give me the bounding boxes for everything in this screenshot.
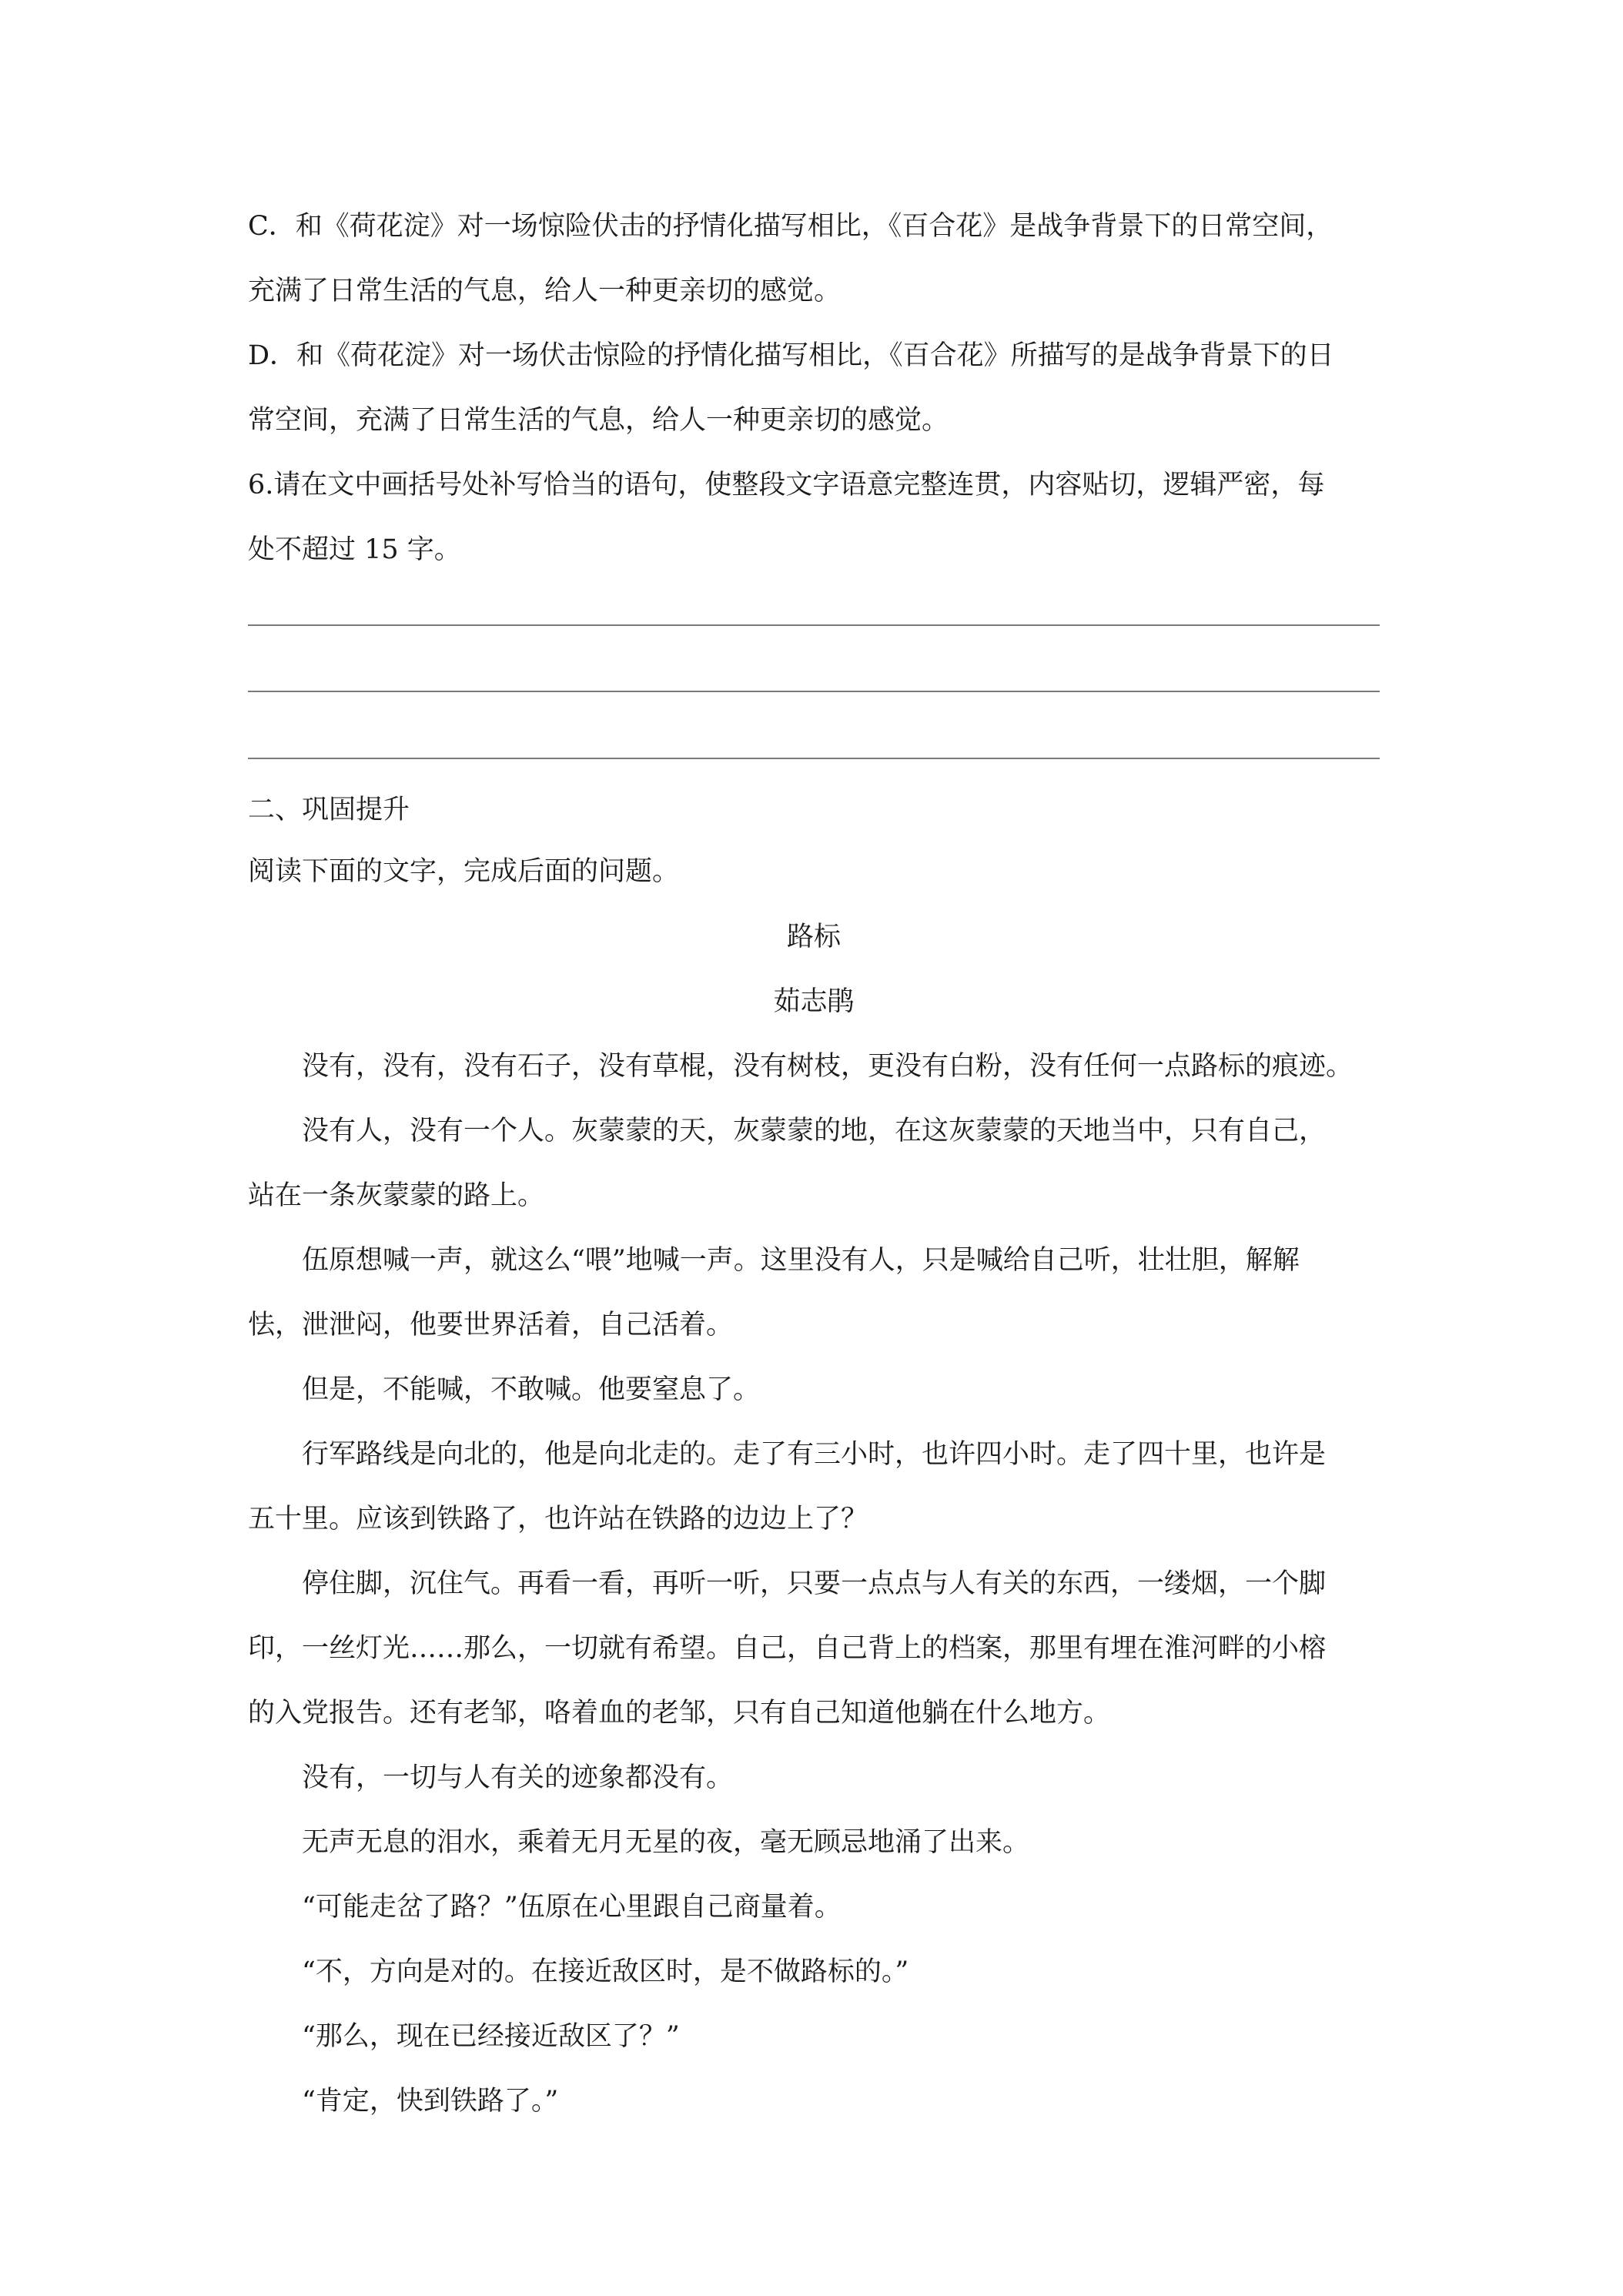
- paragraph-3-line-1: 伍原想喊一声，就这么“喂”地喊一声。这里没有人，只是喊给自己听，壮壮胆，解解: [302, 1245, 1300, 1276]
- question-6-line-2: 处不超过 15 字。: [248, 534, 461, 565]
- section-instruction: 阅读下面的文字，完成后面的问题。: [248, 856, 680, 887]
- paragraph-11: “那么，现在已经接近敌区了？”: [302, 2021, 680, 2052]
- option-c-line-2: 充满了日常生活的气息，给人一种更亲切的感觉。: [248, 276, 842, 306]
- paragraph-10: “不，方向是对的。在接近敌区时，是不做路标的。”: [302, 1956, 909, 1987]
- paragraph-3-line-2: 怯，泄泄闷，他要世界活着，自己活着。: [248, 1310, 734, 1340]
- paragraph-2-line-1: 没有人，没有一个人。灰蒙蒙的天，灰蒙蒙的地，在这灰蒙蒙的天地当中，只有自己，: [302, 1116, 1327, 1146]
- question-6-line-1: 6.请在文中画括号处补写恰当的语句，使整段文字语意完整连贯，内容贴切，逻辑严密，每: [248, 470, 1325, 500]
- option-d-line-2: 常空间，充满了日常生活的气息，给人一种更亲切的感觉。: [248, 405, 949, 436]
- paragraph-6-line-1: 停住脚，沉住气。再看一看，再听一听，只要一点点与人有关的东西，一缕烟，一个脚: [302, 1568, 1327, 1599]
- paragraph-9: “可能走岔了路？”伍原在心里跟自己商量着。: [302, 1892, 842, 1923]
- answer-line-1[interactable]: [248, 624, 1380, 626]
- article-title: 路标: [786, 922, 841, 952]
- option-c-line-1: C．和《荷花淀》对一场惊险伏击的抒情化描写相比，《百合花》是战争背景下的日常空间，: [248, 211, 1334, 242]
- answer-line-3[interactable]: [248, 758, 1380, 759]
- paragraph-4: 但是，不能喊，不敢喊。他要窒息了。: [302, 1374, 761, 1405]
- paragraph-6-line-2: 印，一丝灯光……那么，一切就有希望。自己，自己背上的档案，那里有埋在淮河畔的小榕: [248, 1633, 1327, 1664]
- paragraph-7: 没有，一切与人有关的迹象都没有。: [302, 1762, 734, 1793]
- option-d-line-1: D．和《荷花淀》对一场伏击惊险的抒情化描写相比，《百合花》所描写的是战争背景下的日: [248, 340, 1334, 371]
- article-author: 茹志鹃: [773, 986, 855, 1017]
- paragraph-8: 无声无息的泪水，乘着无月无星的夜，毫无顾忌地涌了出来。: [302, 1827, 1030, 1858]
- paragraph-2-line-2: 站在一条灰蒙蒙的路上。: [248, 1180, 545, 1211]
- section-heading: 二、巩固提升: [248, 795, 410, 825]
- answer-line-2[interactable]: [248, 691, 1380, 692]
- paragraph-12: “肯定，快到铁路了。”: [302, 2086, 559, 2117]
- paragraph-5-line-2: 五十里。应该到铁路了，也许站在铁路的边边上了？: [248, 1504, 868, 1535]
- paragraph-5-line-1: 行军路线是向北的，他是向北走的。走了有三小时，也许四小时。走了四十里，也许是: [302, 1439, 1327, 1470]
- paragraph-6-line-3: 的入党报告。还有老邹，咯着血的老邹，只有自己知道他躺在什么地方。: [248, 1698, 1111, 1729]
- paragraph-1: 没有，没有，没有石子，没有草棍，没有树枝，更没有白粉，没有任何一点路标的痕迹。: [302, 1051, 1354, 1082]
